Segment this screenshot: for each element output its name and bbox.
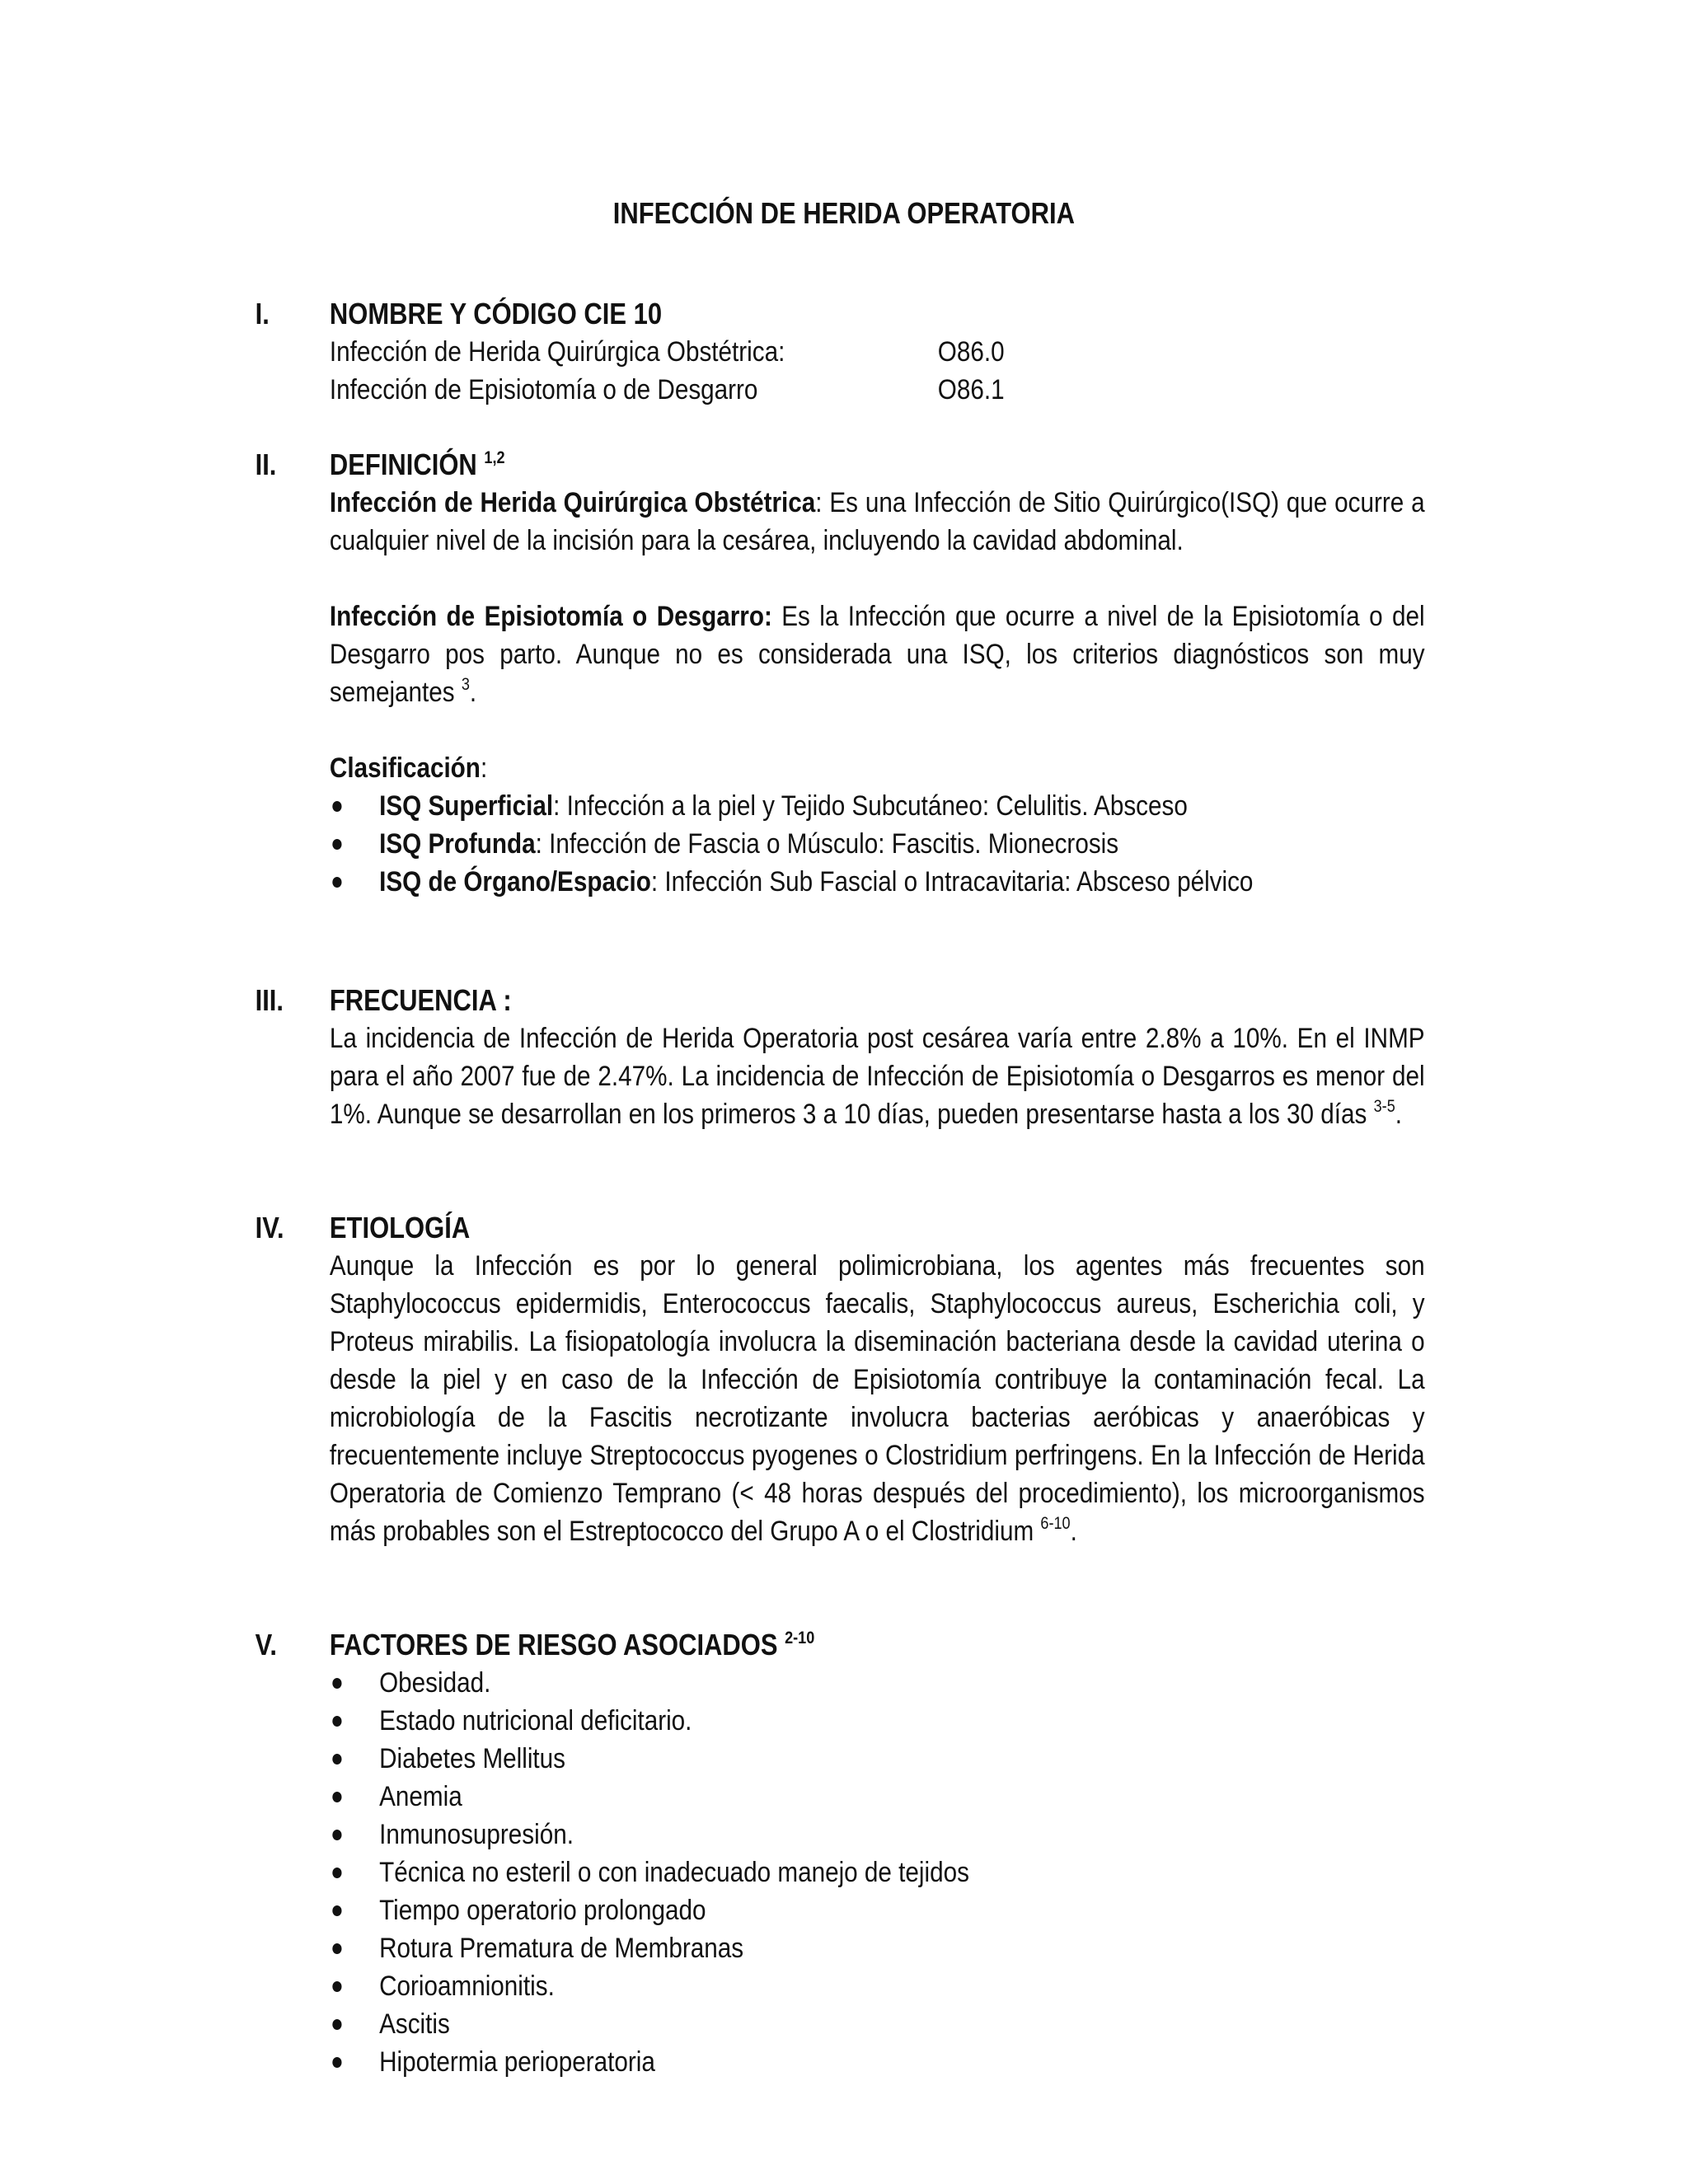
- list-item-text: Anemia: [379, 1781, 462, 1812]
- list-item: [330, 2043, 1425, 2081]
- list-item-text: Tiempo operatorio prolongado: [379, 1895, 706, 1926]
- bullet-icon: [332, 1830, 341, 1840]
- citation: 1,2: [484, 448, 505, 467]
- bullet-icon: [332, 1716, 341, 1727]
- section-4-heading: ETIOLOGÍA: [329, 1211, 471, 1244]
- citation: 2-10: [785, 1629, 815, 1647]
- citation: 3-5: [1373, 1097, 1395, 1116]
- section-5-numeral: V.: [255, 1628, 278, 1661]
- list-item: [330, 1740, 1425, 1778]
- list-item: [330, 2005, 1425, 2043]
- code-row: [330, 333, 1425, 371]
- code-label: Infección de Herida Quirúrgica Obstétrica:: [329, 336, 785, 368]
- bullet-icon: [332, 839, 341, 850]
- list-item: [330, 1929, 1425, 1967]
- defined-term: Infección de Episiotomía o Desgarro:: [329, 601, 772, 632]
- code-row: [330, 371, 1425, 409]
- section-2-numeral: II.: [255, 448, 277, 481]
- classification-list: [330, 787, 1425, 901]
- bullet-icon: [332, 1905, 341, 1916]
- code-value: O86.0: [937, 336, 1005, 368]
- risk-factors-list: [330, 1664, 1425, 2081]
- document-title: INFECCIÓN DE HERIDA OPERATORIA: [612, 196, 1075, 230]
- punctuation: :: [480, 752, 488, 784]
- list-item-text: Ascitis: [379, 2008, 450, 2040]
- list-item: [330, 787, 1425, 825]
- list-item-term: ISQ Superficial: [379, 790, 554, 822]
- citation: 3: [461, 675, 470, 694]
- list-item-desc: : Infección a la piel y Tejido Subcutáneo: Celulitis. Absceso: [553, 790, 1188, 822]
- list-item: [330, 825, 1425, 863]
- list-item: [330, 1891, 1425, 1929]
- list-item: [330, 1702, 1425, 1740]
- code-value: O86.1: [937, 374, 1005, 405]
- list-item-text: Corioamnionitis.: [379, 1971, 555, 2002]
- list-item: [330, 1854, 1425, 1891]
- code-label: Infección de Episiotomía o de Desgarro: [329, 374, 758, 405]
- punctuation: .: [469, 677, 477, 708]
- bullet-icon: [332, 1678, 341, 1689]
- definition-text: Es la Infección que ocurre a nivel de la Episiotomía o del Desgarro pos parto. Aunque no es considerada una ISQ, los criterios diagnósticos son muy semejantes: [329, 601, 1425, 708]
- frequency-paragraph: [330, 1019, 1425, 1133]
- punctuation: .: [1070, 1516, 1077, 1547]
- section-5-heading-text: FACTORES DE RIESGO ASOCIADOS: [329, 1628, 778, 1661]
- bullet-icon: [332, 1792, 341, 1802]
- bullet-icon: [332, 2057, 341, 2068]
- definition-paragraph-2: [330, 598, 1425, 711]
- list-item: [330, 1664, 1425, 1702]
- defined-term: Infección de Herida Quirúrgica Obstétrica: [329, 487, 816, 518]
- citation: 6-10: [1040, 1514, 1071, 1533]
- list-item-text: Inmunosupresión.: [379, 1819, 574, 1850]
- list-item-desc: : Infección de Fascia o Músculo: Fascitis. Mionecrosis: [535, 828, 1119, 860]
- etiology-text: Aunque la Infección es por lo general polimicrobiana, los agentes más frecuentes son Staphylococcus epidermidis, Enterococcus faecalis, Staphylococcus aureus, Escherichia coli, y Proteus mirabilis. La fisiopatología involucra la diseminación bacteriana desde la cavidad uterina o desde la piel y en caso de la Infección de Episiotomía contribuye la contaminación fecal. La microbiología de la Fascitis necrotizante involucra bacterias aeróbicas y anaeróbicas y frecuentemente incluye Streptococcus pyogenes o Clostridium perfringens. En la Infección de Herida Operatoria de Comienzo Temprano (< 48 horas después del procedimiento), los microorganismos más probables son el Estreptococco del Grupo A o el Clostridium: [329, 1250, 1425, 1547]
- section-2-heading-text: DEFINICIÓN: [329, 448, 477, 481]
- list-item: [330, 863, 1425, 901]
- section-1-numeral: I.: [255, 297, 270, 330]
- list-item-text: Estado nutricional deficitario.: [379, 1705, 692, 1736]
- list-item: [330, 1778, 1425, 1816]
- section-4: [330, 1209, 1425, 1550]
- list-item-text: Diabetes Mellitus: [379, 1743, 566, 1774]
- bullet-icon: [332, 1943, 341, 1954]
- section-5: [330, 1626, 1425, 2081]
- list-item-text: Obesidad.: [379, 1667, 491, 1699]
- classification-label: [330, 749, 1425, 787]
- etiology-paragraph: [330, 1247, 1425, 1550]
- list-item-desc: : Infección Sub Fascial o Intracavitaria: Absceso pélvico: [650, 866, 1254, 898]
- bullet-icon: [332, 1981, 341, 1992]
- list-item-text: Rotura Prematura de Membranas: [379, 1933, 744, 1964]
- list-item: [330, 1967, 1425, 2005]
- bullet-icon: [332, 1754, 341, 1765]
- bullet-icon: [332, 801, 341, 812]
- section-2-heading: [330, 446, 1425, 484]
- punctuation: .: [1395, 1099, 1402, 1130]
- definition-text: : Es una Infección de Sitio Quirúrgico(ISQ) que ocurre a cualquier nivel de la incisión para la cesárea, incluyendo la cavidad abdominal.: [329, 487, 1425, 556]
- bullet-icon: [332, 877, 341, 888]
- section-3-heading: FRECUENCIA :: [329, 983, 512, 1017]
- list-item-text: Técnica no esteril o con inadecuado manejo de tejidos: [379, 1857, 969, 1888]
- section-3-numeral: III.: [255, 983, 284, 1017]
- list-item-text: Hipotermia perioperatoria: [379, 2046, 655, 2078]
- section-1-heading: NOMBRE Y CÓDIGO CIE 10: [329, 297, 663, 330]
- section-1: [330, 295, 1425, 409]
- section-5-heading: [330, 1626, 1425, 1664]
- classification-label-text: Clasificación: [329, 752, 481, 784]
- section-4-numeral: IV.: [255, 1211, 284, 1244]
- section-3: [330, 982, 1425, 1133]
- list-item: [330, 1816, 1425, 1854]
- list-item-term: ISQ de Órgano/Espacio: [379, 866, 651, 898]
- frequency-text: La incidencia de Infección de Herida Operatoria post cesárea varía entre 2.8% a 10%. En el INMP para el año 2007 fue de 2.47%. La incidencia de Infección de Episiotomía o Desgarros es menor del 1%. Aunque se desarrollan en los primeros 3 a 10 días, pueden presentarse hasta a los 30 días: [329, 1023, 1425, 1130]
- definition-paragraph-1: [330, 484, 1425, 560]
- list-item-term: ISQ Profunda: [379, 828, 536, 860]
- section-2: [330, 446, 1425, 901]
- bullet-icon: [332, 2019, 341, 2030]
- bullet-icon: [332, 1868, 341, 1878]
